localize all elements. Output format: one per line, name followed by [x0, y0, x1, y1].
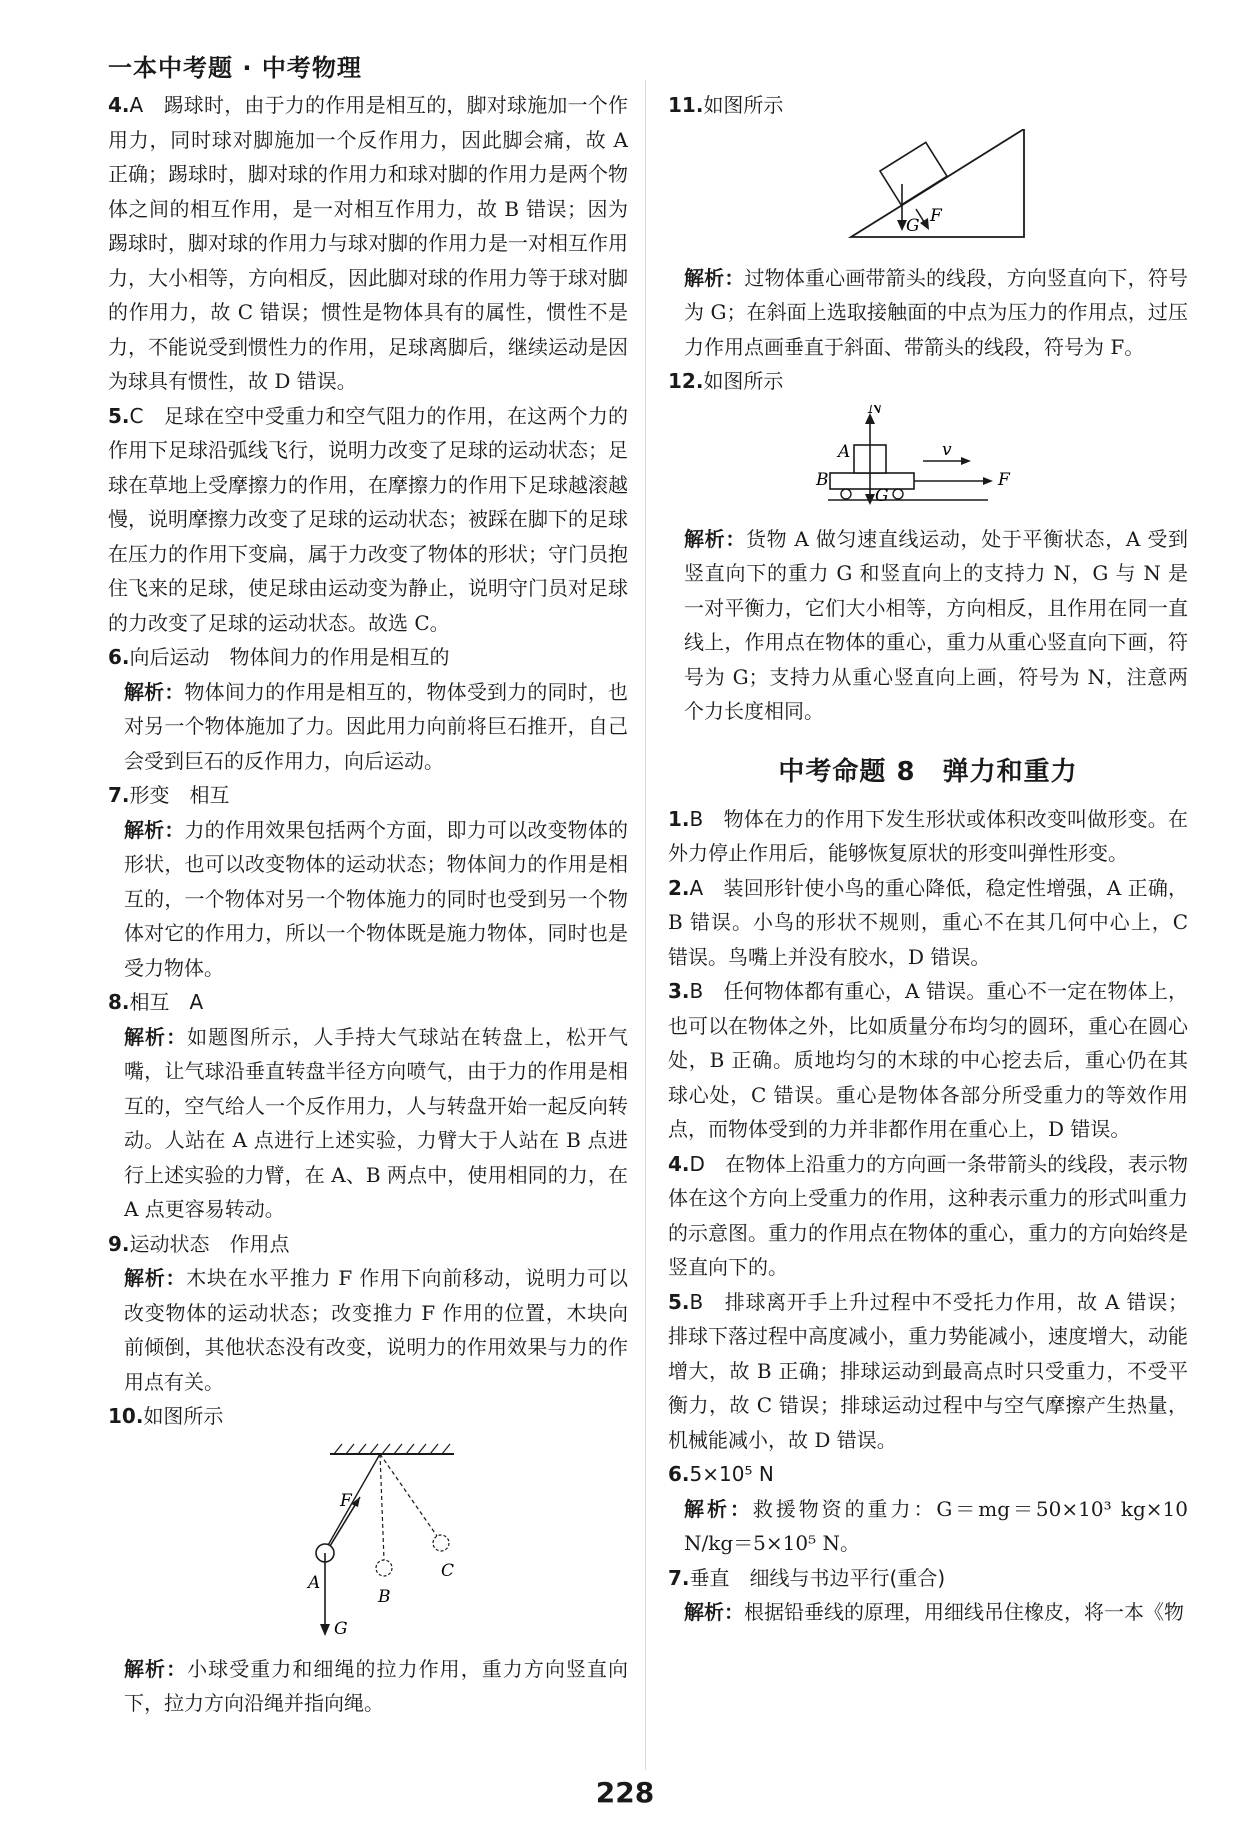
item-answer: 如图所示: [143, 1404, 224, 1428]
explanation-12: [668, 522, 1188, 729]
item-number: 1.: [668, 806, 690, 831]
label-g: G: [875, 485, 889, 506]
pendulum-diagram: [108, 1440, 628, 1640]
explanation-label: 解析：: [124, 679, 185, 704]
item-answer: B: [689, 979, 704, 1003]
column-divider: [645, 80, 646, 1770]
explanation-label: 解析：: [684, 526, 747, 551]
item-answer: 如图所示: [703, 93, 784, 117]
answer-item-s1: [668, 802, 1188, 871]
item-number: 5.: [668, 1289, 690, 1314]
item-answer: B: [689, 1289, 704, 1314]
explanation-label: 解析：: [124, 1656, 188, 1681]
item-answer: B: [689, 806, 704, 831]
explanation-9: [108, 1261, 628, 1399]
velocity-arrowhead: [961, 457, 971, 465]
item-answer: 向后运动 物体间力的作用是相互的: [129, 645, 450, 669]
label-g: G: [906, 215, 920, 236]
explanation-text: 过物体重心画带箭头的线段，方向竖直向下，符号为 G；在斜面上选取接触面的中点为压力的作用点，过压力作用点画垂直于斜面、带箭头的线段，符号为 F。: [684, 265, 1188, 359]
answer-item-s7: [668, 1561, 1188, 1596]
item-explanation: 物体在力的作用下发生形状或体积改变叫做形变。在外力停止作用后，能够恢复原状的形变叫弹性形变。: [668, 806, 1189, 865]
item-answer: 5×10⁵ N: [689, 1462, 774, 1486]
string-b: [380, 1454, 384, 1560]
explanation-text: 力的作用效果包括两个方面，即力可以改变物体的形状，也可以改变物体的运动状态；物体间力的作用是相互的，一个物体对另一个物体施力的同时也受到另一个物体对它的作用力，所以一个物体既是施力物体，同时也是受力物体。: [124, 817, 628, 980]
item-number: 4.: [108, 93, 130, 117]
label-f: F: [340, 1490, 352, 1511]
item-answer: 相互 A: [129, 990, 204, 1014]
explanation-10: [108, 1652, 628, 1721]
wheel-right: [893, 489, 903, 499]
force-f-arrowhead: [983, 477, 993, 485]
answer-item-s2: [668, 871, 1188, 975]
explanation-label: 解析：: [124, 817, 185, 842]
label-a: A: [838, 441, 851, 462]
item-answer: 形变 相互: [129, 783, 230, 807]
section-title: 中考命题 8 弹力和重力: [778, 756, 1078, 787]
figure-11-incline: [668, 129, 1188, 253]
explanation-s7: [668, 1595, 1188, 1630]
ceiling-hatching: [334, 1444, 450, 1454]
item-answer: C: [129, 403, 144, 428]
explanation-text: 货物 A 做匀速直线运动，处于平衡状态，A 受到竖直向下的重力 G 和竖直向上的支持力 N，G 与 N 是一对平衡力，它们大小相等，方向相反，且作用在同一直线上，作用点在物体的重心，重力从重心竖直向下画，符号为 G；支持力从重心竖直向上画，符号为 N，注意两个力长度相同。: [684, 526, 1189, 723]
right-column: [668, 88, 1188, 1630]
answer-item-9: [108, 1227, 628, 1262]
explanation-label: 解析：: [684, 1600, 744, 1624]
cart-diagram: [668, 405, 1188, 510]
item-number: 8.: [108, 990, 130, 1014]
item-explanation: 任何物体都有重心，A 错误。重心不一定在物体上，也可以在物体之外，比如质量分布均匀的圆环，重心在圆心处，B 正确。质地均匀的木球的中心挖去后，重心仍在其球心处，C 错误。重心是物体各部分所受重力的等效作用点，而物体受到的力并非都作用在重心上，D 错误。: [668, 979, 1188, 1141]
item-number: 9.: [108, 1231, 130, 1256]
explanation-label: 解析：: [684, 265, 745, 290]
explanation-8: [108, 1020, 628, 1227]
explanation-7: [108, 813, 628, 986]
item-explanation: 踢球时，由于力的作用是相互的，脚对球施加一个作用力，同时球对脚施加一个反作用力，因此脚会痛，故 A 正确；踢球时，脚对球的作用力和球对脚的作用力是两个物体之间的相互作用，是一对相互作用力，故 B 错误；因为踢球时，脚对球的作用力与球对脚的作用力是一对相互作用力，大小相等，方向相反，因此脚对球的作用力等于球对脚的作用力，故 C 错误；惯性是物体具有的属性，惯性不是力，不能说受到惯性力的作用，足球离脚后，继续运动是因为球具有惯性，故 D 错误。: [108, 93, 629, 393]
explanation-text: 如题图所示，人手持大气球站在转盘上，松开气嘴，让气球沿垂直转盘半径方向喷气，由于力的作用是相互的，空气给人一个反作用力，人与转盘开始一起反向转动。人站在 A 点进行上述实验，力臂大于人站在 B 点进行上述实验的力臂，在 A、B 两点中，使用相同的力，在 A 点更容易转动。: [124, 1024, 629, 1221]
item-number: 6.: [108, 645, 130, 669]
string-a: [327, 1454, 380, 1547]
item-answer: A: [689, 875, 704, 900]
string-c: [380, 1454, 437, 1536]
label-g: G: [334, 1618, 348, 1639]
explanation-s6: [668, 1492, 1188, 1561]
answer-item-s6: [668, 1457, 1188, 1492]
label-b: B: [378, 1586, 391, 1607]
explanation-label: 解析：: [684, 1496, 753, 1521]
item-number: 7.: [108, 783, 130, 807]
item-explanation: 在物体上沿重力的方向画一条带箭头的线段，表示物体在这个方向上受重力的作用，这种表示重力的形式叫重力的示意图。重力的作用点在物体的重心，重力的方向始终是竖直向下的。: [668, 1151, 1189, 1279]
explanation-label: 解析：: [124, 1266, 187, 1290]
answer-item-11: [668, 88, 1188, 123]
wheel-left: [841, 489, 851, 499]
label-v: v: [942, 439, 952, 460]
item-explanation: 排球离开手上升过程中不受托力作用，故 A 错误；排球下落过程中高度减小，重力势能减小，速度增大，动能增大，故 B 正确；排球运动到最高点时只受重力，不受平衡力，故 C 错误；排球运动过程中与空气摩擦产生热量，机械能减小，故 D 错误。: [668, 1289, 1188, 1452]
page-number: 228: [595, 1776, 655, 1809]
label-c: C: [441, 1560, 455, 1581]
explanation-label: 解析：: [124, 1024, 188, 1049]
answer-item-5: [108, 399, 628, 641]
item-answer: 如图所示: [703, 369, 784, 393]
label-f: F: [998, 469, 1010, 490]
item-answer: D: [689, 1151, 705, 1176]
item-number: 12.: [668, 369, 704, 393]
explanation-text: 小球受重力和细绳的拉力作用，重力方向竖直向下，拉力方向沿绳并指向绳。: [124, 1656, 629, 1715]
cart-b: [830, 473, 914, 489]
answer-item-s4: [668, 1147, 1188, 1285]
item-number: 5.: [108, 403, 130, 428]
answer-item-6: [108, 640, 628, 675]
item-number: 3.: [668, 979, 690, 1003]
answer-item-4: [108, 88, 628, 399]
force-g-arrowhead: [320, 1624, 330, 1636]
item-number: 7.: [668, 1565, 690, 1590]
answer-item-s5: [668, 1285, 1188, 1458]
item-explanation: 装回形针使小鸟的重心降低，稳定性增强，A 正确，B 错误。小鸟的形状不规则，重心不在其几何中心上，C 错误。鸟嘴上并没有胶水，D 错误。: [668, 875, 1188, 969]
answer-item-8: [108, 985, 628, 1020]
answer-item-12: [668, 364, 1188, 399]
label-b: B: [816, 469, 829, 490]
item-explanation: 足球在空中受重力和空气阻力的作用，在这两个力的作用下足球沿弧线飞行，说明力改变了足球的运动状态；足球在草地上受摩擦力的作用，在摩擦力的作用下足球越滚越慢，说明摩擦力改变了足球的运动状态；被踩在脚下的足球在压力的作用下变扁，属于力改变了物体的形状；守门员抱住飞来的足球，使足球由运动变为静止，说明守门员对足球的力改变了足球的运动状态。故选 C。: [108, 403, 629, 635]
item-answer: 垂直 细线与书边平行(重合): [689, 1565, 946, 1590]
incline-diagram: [668, 129, 1188, 249]
figure-12-cart: [668, 405, 1188, 514]
ball-c: [433, 1535, 449, 1551]
explanation-6: [108, 675, 628, 779]
item-number: 10.: [108, 1404, 144, 1428]
explanation-text: 根据铅垂线的原理，用细线吊住橡皮，将一本《物: [744, 1600, 1184, 1624]
label-n: N: [868, 404, 883, 418]
explanation-text: 木块在水平推力 F 作用下向前移动，说明力可以改变物体的运动状态；改变推力 F 作用的位置，木块向前倾倒，其他状态没有改变，说明力的作用效果与力的作用点有关。: [124, 1266, 629, 1394]
item-answer: 运动状态 作用点: [129, 1231, 290, 1256]
explanation-11: [668, 261, 1188, 365]
answer-item-10: [108, 1399, 628, 1434]
item-number: 2.: [668, 875, 690, 900]
explanation-text: 救援物资的重力：G＝mg＝50×10³ kg×10 N/kg＝5×10⁵ N。: [684, 1496, 1189, 1555]
explanation-text: 物体间力的作用是相互的，物体受到力的同时，也对另一个物体施加了力。因此用力向前将巨石推开，自己会受到巨石的反作用力，向后运动。: [124, 679, 628, 773]
ball-b: [376, 1560, 392, 1576]
page-header: 一本中考题 · 中考物理: [108, 54, 362, 82]
item-answer: A: [129, 93, 144, 117]
left-column: [108, 88, 628, 1721]
answer-item-7: [108, 778, 628, 813]
label-a: A: [308, 1572, 321, 1593]
figure-10-pendulum: [108, 1440, 628, 1644]
answer-item-s3: [668, 974, 1188, 1147]
item-number: 11.: [668, 93, 704, 117]
label-f: F: [930, 205, 942, 226]
item-number: 6.: [668, 1462, 690, 1486]
item-number: 4.: [668, 1151, 690, 1176]
